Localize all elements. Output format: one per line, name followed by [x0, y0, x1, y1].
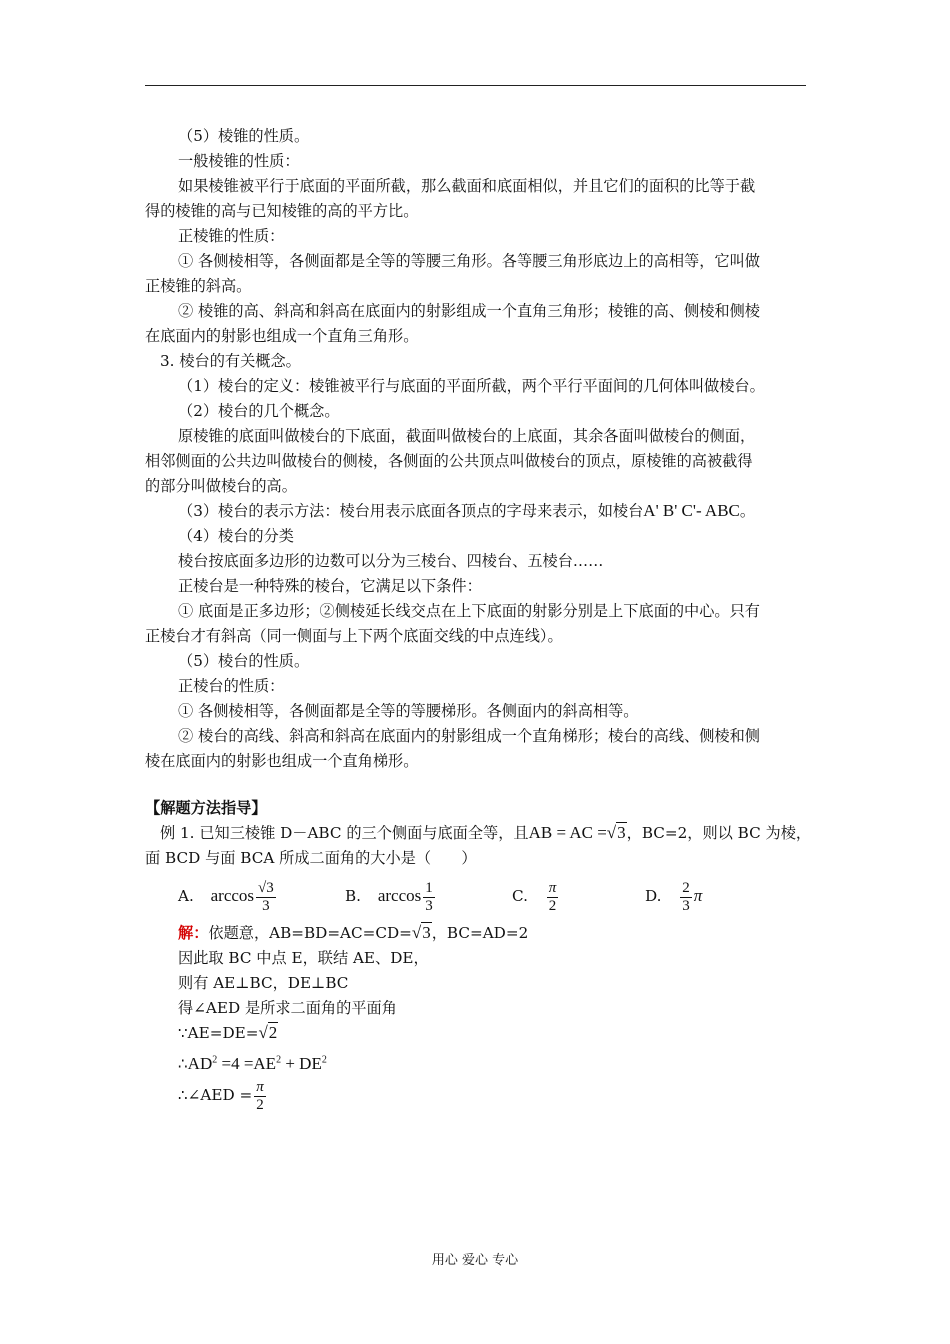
solution-label: 解： — [178, 924, 209, 942]
text-segment: ，BC=2，则以 BC 为棱， — [626, 824, 812, 842]
solution-line — [178, 1075, 268, 1115]
text-line: 正棱锥的斜高。 — [145, 277, 252, 295]
fraction — [423, 880, 435, 915]
text-line — [178, 501, 755, 521]
text-line: ① 底面是正多边形；②侧棱延长线交点在上下底面的射影分别是上下底面的中心。只有 — [178, 602, 760, 620]
equation: AB = AC = — [528, 823, 607, 842]
text-line: （1）棱台的定义：棱锥被平行与底面的平面所截，两个平行平面间的几何体叫做棱台。 — [178, 377, 765, 395]
text-line: 在底面内的射影也组成一个直角三角形。 — [145, 327, 419, 345]
solution-line: 则有 AE⊥BC，DE⊥BC — [178, 974, 349, 992]
equation — [188, 1054, 327, 1073]
superscript: 2 — [212, 1054, 218, 1065]
text-line: 原棱锥的底面叫做棱台的下底面，截面叫做棱台的上底面，其余各面叫做棱台的侧面， — [178, 427, 756, 445]
option-label: D. — [645, 887, 662, 905]
text-line: 正棱台的性质： — [178, 677, 285, 695]
text-segment: 依题意，AB=BD=AC=CD= — [208, 924, 412, 942]
pi-symbol: π — [693, 886, 703, 905]
option-c — [512, 876, 560, 916]
section-heading: 【解题方法指导】 — [145, 799, 267, 817]
function-name: arccos — [210, 886, 255, 905]
denominator: 3 — [262, 897, 270, 914]
function-name: arccos — [377, 886, 422, 905]
radicand: 2 — [268, 1023, 278, 1042]
option-label: B. — [345, 887, 361, 905]
text-line: 如果棱锥被平行于底面的平面所截，那么截面和底面相似，并且它们的面积的比等于截 — [178, 177, 756, 195]
text-line: 面 BCD 与面 BCA 所成二面角的大小是（ ） — [145, 849, 477, 867]
sqrt-expression: √3 — [606, 823, 626, 842]
solution-line — [178, 1050, 327, 1074]
frustum-notation: A' B' C'- ABC — [643, 501, 740, 520]
sqrt-expression: √2 — [258, 1023, 278, 1042]
numerator: 2 — [682, 879, 690, 896]
header-rule — [145, 85, 806, 86]
text-segment: ∵AE=DE= — [178, 1024, 259, 1042]
text-segment: （3）棱台的表示方法：棱台用表示底面各顶点的字母来表示，如棱台 — [178, 502, 644, 520]
text-line: ② 棱锥的高、斜高和斜高在底面内的射影组成一个直角三角形；棱锥的高、侧棱和侧棱 — [178, 302, 760, 320]
text-segment: ，BC=AD=2 — [431, 924, 529, 942]
option-label: A. — [178, 887, 194, 905]
example-statement — [160, 823, 811, 843]
text-line: 3. 棱台的有关概念。 — [160, 352, 301, 370]
text-segment: 例 1. 已知三棱锥 D－ABC 的三个侧面与底面全等，且 — [160, 824, 529, 842]
text-line: ① 各侧棱相等，各侧面都是全等的等腰三角形。各等腰三角形底边上的高相等，它叫做 — [178, 252, 760, 270]
solution-line — [178, 1023, 278, 1043]
option-label: C. — [512, 887, 528, 905]
text-segment: ∴ — [178, 1054, 188, 1073]
denominator: 3 — [682, 897, 690, 914]
denominator: 2 — [256, 1096, 264, 1113]
radicand: 3 — [617, 823, 626, 842]
solution-line: 得∠AED 是所求二面角的平面角 — [178, 999, 397, 1017]
option-a — [178, 876, 278, 916]
solution-line — [178, 923, 528, 943]
option-d — [645, 876, 702, 916]
text-line: （2）棱台的几个概念。 — [178, 402, 340, 420]
text-line: 一般棱锥的性质： — [178, 152, 300, 170]
fraction — [680, 880, 692, 915]
text-line: （4）棱台的分类 — [178, 527, 294, 545]
text-line: 相邻侧面的公共边叫做棱台的侧棱，各侧面的公共顶点叫做棱台的顶点，原棱锥的高被截得 — [145, 452, 753, 470]
denominator: 2 — [548, 897, 557, 914]
text-line: 正棱锥的性质： — [178, 227, 285, 245]
radicand: 3 — [422, 923, 431, 942]
numerator: π — [256, 1078, 264, 1095]
text-line: （5）棱台的性质。 — [178, 652, 310, 670]
text-line: 的部分叫做棱台的高。 — [145, 477, 297, 495]
text-line: 棱在底面内的射影也组成一个直角梯形。 — [145, 752, 419, 770]
denominator: 3 — [425, 897, 433, 914]
option-b — [345, 876, 437, 916]
text-segment: ∴∠AED = — [178, 1086, 253, 1104]
superscript: 2 — [276, 1054, 282, 1065]
text-line: 得的棱锥的高与已知棱锥的高的平方比。 — [145, 202, 419, 220]
fraction — [256, 880, 276, 915]
text-line: 棱台按底面多边形的边数可以分为三棱台、四棱台、五棱台…… — [178, 552, 604, 570]
term: + DE — [281, 1053, 322, 1073]
text-line: （5）棱锥的性质。 — [178, 127, 310, 145]
term: =4 =AE — [217, 1053, 277, 1073]
page-footer: 用心 爱心 专心 — [431, 1253, 519, 1268]
superscript: 2 — [321, 1054, 327, 1065]
term: AD — [187, 1053, 213, 1073]
text-line: 正棱台才有斜高（同一侧面与上下两个底面交线的中点连线）。 — [145, 627, 563, 645]
numerator: 1 — [425, 879, 433, 896]
text-line: ② 棱台的高线、斜高和斜高在底面内的射影组成一个直角梯形；棱台的高线、侧棱和侧 — [178, 727, 760, 745]
sqrt-expression: √3 — [411, 923, 431, 942]
solution-line: 因此取 BC 中点 E，联结 AE、DE， — [178, 949, 429, 967]
fraction — [547, 880, 559, 915]
numerator: √3 — [258, 879, 274, 896]
numerator: π — [548, 879, 557, 896]
text-segment: 。 — [739, 502, 756, 520]
text-line: ① 各侧棱相等，各侧面都是全等的等腰梯形。各侧面内的斜高相等。 — [178, 702, 639, 720]
text-line: 正棱台是一种特殊的棱台，它满足以下条件： — [178, 577, 482, 595]
fraction — [254, 1079, 266, 1114]
